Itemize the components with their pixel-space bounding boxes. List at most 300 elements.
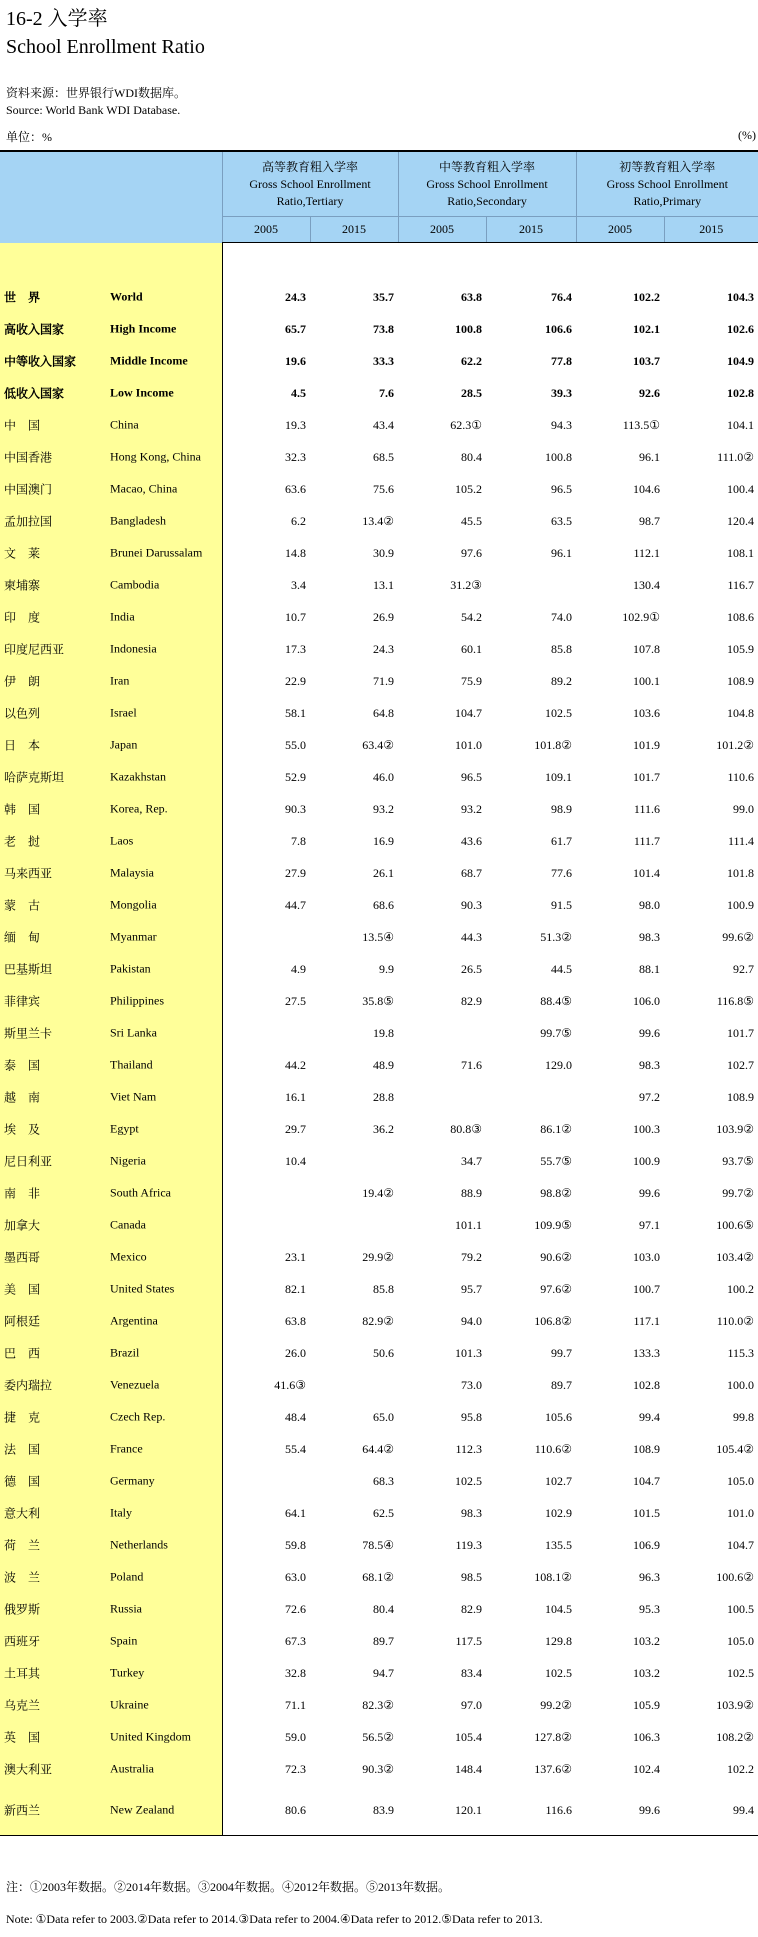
value-cell: 90.3 <box>285 801 306 816</box>
region-cell <box>0 953 222 985</box>
value-cell: 3.4 <box>291 577 306 592</box>
value-cell: 98.0 <box>639 897 661 912</box>
table-row <box>0 377 758 409</box>
value-cell: 83.4 <box>461 1665 483 1680</box>
region-name-zh: 波 兰 <box>4 1570 41 1585</box>
value-cell: 89.7 <box>373 1633 395 1648</box>
value-cell: 127.8② <box>534 1729 573 1744</box>
value-cell: 65.7 <box>285 321 306 336</box>
table-row <box>0 793 758 825</box>
value-cell: 65.0 <box>373 1409 395 1424</box>
region-cell <box>0 1401 222 1433</box>
value-cell: 101.0 <box>727 1505 755 1520</box>
secondary-header <box>398 151 576 217</box>
value-cell: 100.7 <box>633 1281 661 1296</box>
value-cell: 83.9 <box>310 1785 398 1836</box>
region-name-en: United Kingdom <box>110 1729 191 1744</box>
region-name-zh: 西班牙 <box>4 1634 41 1649</box>
year-header: 2015 <box>664 217 758 243</box>
value-cell: 101.8 <box>727 865 755 880</box>
tertiary-header <box>222 151 398 217</box>
value-cell: 101.8② <box>534 737 573 752</box>
value-cell: 34.7 <box>461 1153 483 1168</box>
value-cell: 99.7② <box>722 1185 755 1200</box>
value-cell: 28.5 <box>461 385 483 400</box>
value-cell: 102.5 <box>455 1473 483 1488</box>
value-cell: 55.0 <box>285 737 306 752</box>
table-row <box>0 729 758 761</box>
value-cell: 44.5 <box>551 961 573 976</box>
value-cell: 13.4② <box>362 513 395 528</box>
value-cell: 89.2 <box>551 673 573 688</box>
table-row <box>0 601 758 633</box>
value-cell: 88.4⑤ <box>540 993 573 1008</box>
region-name-zh: 低收入国家 <box>4 386 65 401</box>
value-cell: 100.2 <box>727 1281 755 1296</box>
value-cell: 32.8 <box>285 1665 306 1680</box>
value-cell: 115.3 <box>727 1345 755 1360</box>
value-cell: 109.1 <box>545 769 573 784</box>
value-cell: 101.4 <box>633 865 661 880</box>
value-cell: 29.9② <box>362 1249 395 1264</box>
region-cell <box>0 729 222 761</box>
value-cell: 96.1 <box>639 449 661 464</box>
table-row <box>0 1753 758 1785</box>
value-cell: 82.9② <box>362 1313 395 1328</box>
region-name-zh: 泰 国 <box>4 1058 41 1073</box>
table-row <box>0 1017 758 1049</box>
value-cell: 26.5 <box>461 961 483 976</box>
primary-header-en2: Ratio,Primary <box>633 193 702 208</box>
region-cell <box>0 441 222 473</box>
value-cell: 100.8 <box>545 449 573 464</box>
value-cell: 117.5 <box>455 1633 483 1648</box>
value-cell: 63.8 <box>461 289 483 304</box>
value-cell: 105.2 <box>455 481 483 496</box>
value-cell: 10.4 <box>285 1153 306 1168</box>
region-name-en: Spain <box>110 1633 138 1648</box>
value-cell: 98.8② <box>540 1185 573 1200</box>
table-row <box>0 1593 758 1625</box>
value-cell: 111.4 <box>727 833 755 848</box>
table-row <box>0 1401 758 1433</box>
table-row <box>0 1785 758 1836</box>
region-name-en: Pakistan <box>110 961 151 976</box>
region-name-en: Australia <box>110 1761 154 1776</box>
value-cell: 71.6 <box>461 1057 483 1072</box>
region-name-zh: 埃 及 <box>4 1122 41 1137</box>
value-cell: 63.5 <box>551 513 573 528</box>
value-cell: 104.7 <box>633 1473 661 1488</box>
value-cell: 104.7 <box>727 1537 755 1552</box>
region-name-zh: 美 国 <box>4 1282 41 1297</box>
value-cell: 104.9 <box>727 353 755 368</box>
value-cell <box>310 1369 398 1401</box>
region-name-zh: 土耳其 <box>4 1666 41 1681</box>
value-cell: 78.5④ <box>362 1537 395 1552</box>
year-header: 2005 <box>576 217 664 243</box>
region-name-zh: 柬埔寨 <box>4 578 41 593</box>
value-cell: 110.6② <box>534 1441 573 1456</box>
value-cell: 101.1 <box>455 1217 483 1232</box>
region-cell <box>0 1177 222 1209</box>
value-cell: 108.2② <box>716 1729 755 1744</box>
table-row <box>0 889 758 921</box>
value-cell: 33.3 <box>373 353 395 368</box>
region-name-en: Thailand <box>110 1057 153 1072</box>
region-name-en: Czech Rep. <box>110 1409 166 1424</box>
value-cell: 55.7⑤ <box>540 1153 573 1168</box>
value-cell: 4.5 <box>291 385 306 400</box>
region-cell <box>0 1497 222 1529</box>
region-name-zh: 加拿大 <box>4 1218 41 1233</box>
region-name-en: Poland <box>110 1569 144 1584</box>
value-cell: 93.7⑤ <box>722 1153 755 1168</box>
region-name-zh: 高收入国家 <box>4 322 65 337</box>
value-cell: 110.0② <box>716 1313 755 1328</box>
region-name-zh: 日 本 <box>4 738 41 753</box>
value-cell: 16.9 <box>373 833 395 848</box>
value-cell: 98.3 <box>639 929 661 944</box>
value-cell: 86.1② <box>540 1121 573 1136</box>
value-cell: 104.1 <box>727 417 755 432</box>
value-cell: 68.3 <box>373 1473 395 1488</box>
value-cell: 103.9② <box>716 1697 755 1712</box>
value-cell: 98.3 <box>639 1057 661 1072</box>
value-cell: 93.2 <box>461 801 483 816</box>
region-name-zh: 韩 国 <box>4 802 41 817</box>
value-cell: 104.5 <box>545 1601 573 1616</box>
value-cell: 129.8 <box>545 1633 573 1648</box>
region-cell <box>0 473 222 505</box>
region-name-en: Low Income <box>110 385 174 400</box>
value-cell: 99.6② <box>722 929 755 944</box>
value-cell: 112.3 <box>455 1441 483 1456</box>
region-name-en: High Income <box>110 321 177 336</box>
unit-label-right: (%) <box>738 128 756 142</box>
value-cell: 98.5 <box>461 1569 483 1584</box>
value-cell: 100.4 <box>727 481 755 496</box>
region-cell <box>0 1433 222 1465</box>
value-cell: 104.3 <box>727 289 755 304</box>
region-name-en: Brazil <box>110 1345 140 1360</box>
value-cell: 100.0 <box>727 1377 755 1392</box>
region-cell <box>0 633 222 665</box>
region-name-zh: 老 挝 <box>4 834 41 849</box>
table-row <box>0 857 758 889</box>
value-cell: 129.0 <box>545 1057 573 1072</box>
secondary-header-en2: Ratio,Secondary <box>447 193 527 208</box>
footnote-zh: 注：①2003年数据。②2014年数据。③2004年数据。④2012年数据。⑤2013年数据。 <box>6 1880 451 1894</box>
region-name-zh: 中 国 <box>4 418 41 433</box>
value-cell: 80.4 <box>373 1601 395 1616</box>
value-cell <box>222 1177 310 1209</box>
region-name-zh: 中国香港 <box>4 450 53 465</box>
value-cell: 104.7 <box>455 705 483 720</box>
region-cell <box>0 1241 222 1273</box>
value-cell: 16.1 <box>285 1089 306 1104</box>
value-cell: 73.8 <box>373 321 395 336</box>
value-cell: 106.3 <box>633 1729 661 1744</box>
region-name-zh: 澳大利亚 <box>4 1762 53 1777</box>
value-cell: 26.1 <box>373 865 395 880</box>
region-name-en: Venezuela <box>110 1377 160 1392</box>
region-cell <box>0 1465 222 1497</box>
value-cell: 106.8② <box>534 1313 573 1328</box>
value-cell: 13.5④ <box>362 929 395 944</box>
enrollment-table <box>0 150 758 1836</box>
table-row <box>0 1625 758 1657</box>
region-cell <box>0 1753 222 1785</box>
value-cell: 99.4 <box>664 1785 758 1836</box>
table-row <box>0 1465 758 1497</box>
value-cell: 103.2 <box>633 1665 661 1680</box>
spacer-cell <box>486 243 576 282</box>
value-cell: 43.6 <box>461 833 483 848</box>
region-cell <box>0 505 222 537</box>
region-cell <box>0 281 222 313</box>
value-cell: 107.8 <box>633 641 661 656</box>
value-cell: 31.2③ <box>450 577 483 592</box>
region-name-zh: 意大利 <box>4 1506 41 1521</box>
region-name-en: Turkey <box>110 1665 145 1680</box>
region-cell <box>0 1369 222 1401</box>
value-cell: 97.6 <box>461 545 483 560</box>
value-cell: 19.3 <box>285 417 306 432</box>
value-cell: 117.1 <box>633 1313 661 1328</box>
region-name-en: Brunei Darussalam <box>110 545 203 560</box>
region-cell <box>0 1017 222 1049</box>
region-name-en: China <box>110 417 139 432</box>
value-cell: 80.8③ <box>450 1121 483 1136</box>
region-name-zh: 捷 克 <box>4 1410 41 1425</box>
region-cell <box>0 1113 222 1145</box>
value-cell: 95.7 <box>461 1281 483 1296</box>
region-cell <box>0 1785 222 1836</box>
value-cell: 91.5 <box>551 897 573 912</box>
source-zh: 资料来源：世界银行WDI数据库。 <box>6 86 186 100</box>
value-cell: 28.8 <box>373 1089 395 1104</box>
value-cell: 100.9 <box>633 1153 661 1168</box>
value-cell: 101.5 <box>633 1505 661 1520</box>
table-row <box>0 1113 758 1145</box>
value-cell: 51.3② <box>540 929 573 944</box>
region-cell <box>0 537 222 569</box>
region-name-en: Philippines <box>110 993 165 1008</box>
value-cell: 102.5 <box>545 1665 573 1680</box>
value-cell: 48.4 <box>285 1409 306 1424</box>
value-cell: 26.0 <box>285 1345 306 1360</box>
value-cell <box>222 1017 310 1049</box>
primary-header <box>576 151 758 217</box>
value-cell: 85.8 <box>373 1281 395 1296</box>
value-cell: 111.7 <box>633 833 661 848</box>
value-cell: 99.0 <box>733 801 755 816</box>
region-name-en: United States <box>110 1281 175 1296</box>
value-cell: 19.8 <box>373 1025 395 1040</box>
region-cell <box>0 825 222 857</box>
value-cell: 59.8 <box>285 1537 306 1552</box>
region-name-en: Mongolia <box>110 897 157 912</box>
table-body <box>0 243 758 1836</box>
value-cell: 101.7 <box>633 769 661 784</box>
value-cell: 116.6 <box>486 1785 576 1836</box>
region-name-en: Nigeria <box>110 1153 146 1168</box>
region-name-en: Israel <box>110 705 137 720</box>
value-cell: 58.1 <box>285 705 306 720</box>
value-cell: 6.2 <box>291 513 306 528</box>
spacer-cell <box>310 243 398 282</box>
region-name-zh: 文 莱 <box>4 546 41 561</box>
table-row <box>0 1305 758 1337</box>
value-cell: 104.6 <box>633 481 661 496</box>
table-row <box>0 537 758 569</box>
region-name-zh: 以色列 <box>4 706 41 721</box>
region-name-en: Cambodia <box>110 577 160 592</box>
value-cell: 108.9 <box>727 673 755 688</box>
region-cell <box>0 857 222 889</box>
value-cell: 19.4② <box>362 1185 395 1200</box>
region-cell <box>0 761 222 793</box>
region-name-zh: 尼日利亚 <box>4 1154 53 1169</box>
value-cell: 97.1 <box>639 1217 661 1232</box>
value-cell <box>222 1209 310 1241</box>
value-cell: 102.2 <box>633 289 661 304</box>
year-header: 2015 <box>486 217 576 243</box>
region-name-en: Italy <box>110 1505 132 1520</box>
source-en: Source: World Bank WDI Database. <box>6 103 181 117</box>
value-cell: 98.3 <box>461 1505 483 1520</box>
value-cell: 106.6 <box>545 321 573 336</box>
value-cell: 92.6 <box>639 385 661 400</box>
region-cell <box>0 1081 222 1113</box>
value-cell: 30.9 <box>373 545 395 560</box>
value-cell: 101.9 <box>633 737 661 752</box>
value-cell: 24.3 <box>373 641 395 656</box>
value-cell: 105.9 <box>727 641 755 656</box>
value-cell: 105.4② <box>716 1441 755 1456</box>
value-cell: 135.5 <box>545 1537 573 1552</box>
region-name-zh: 孟加拉国 <box>4 514 53 529</box>
value-cell: 92.7 <box>733 961 755 976</box>
value-cell: 43.4 <box>373 417 395 432</box>
value-cell: 101.7 <box>727 1025 755 1040</box>
unit-label: 单位：% <box>6 130 52 144</box>
value-cell: 75.6 <box>373 481 395 496</box>
region-cell <box>0 345 222 377</box>
region-name-en: Netherlands <box>110 1537 168 1552</box>
value-cell: 99.6 <box>576 1785 664 1836</box>
table-row <box>0 1529 758 1561</box>
value-cell: 45.5 <box>461 513 483 528</box>
value-cell: 71.9 <box>373 673 395 688</box>
table-row <box>0 1369 758 1401</box>
region-cell <box>0 1209 222 1241</box>
spacer-cell <box>664 243 758 282</box>
region-cell <box>0 1145 222 1177</box>
value-cell: 55.4 <box>285 1441 306 1456</box>
region-name-zh: 俄罗斯 <box>4 1602 41 1617</box>
region-cell <box>0 697 222 729</box>
value-cell: 96.5 <box>461 769 483 784</box>
region-cell <box>0 1305 222 1337</box>
value-cell: 88.1 <box>639 961 661 976</box>
value-cell: 116.7 <box>727 577 755 592</box>
region-name-en: Germany <box>110 1473 155 1488</box>
region-name-zh: 斯里兰卡 <box>4 1026 53 1041</box>
region-name-zh: 英 国 <box>4 1730 41 1745</box>
table-row <box>0 985 758 1017</box>
region-name-zh: 缅 甸 <box>4 930 41 945</box>
region-name-en: World <box>110 289 143 304</box>
region-name-en: South Africa <box>110 1185 171 1200</box>
value-cell: 130.4 <box>633 577 661 592</box>
value-cell: 48.9 <box>373 1057 395 1072</box>
primary-header-zh: 初等教育粗入学率 <box>619 159 716 174</box>
value-cell: 7.8 <box>291 833 306 848</box>
value-cell: 133.3 <box>633 1345 661 1360</box>
footnote-en: Note: ①Data refer to 2003.②Data refer to 2014.③Data refer to 2004.④Data refer to 2012.⑤Data refer to 2013. <box>6 1912 543 1926</box>
value-cell: 7.6 <box>379 385 395 400</box>
region-cell <box>0 1625 222 1657</box>
value-cell: 79.2 <box>461 1249 483 1264</box>
value-cell: 63.6 <box>285 481 306 496</box>
value-cell: 103.9② <box>716 1121 755 1136</box>
value-cell: 32.3 <box>285 449 306 464</box>
value-cell: 85.8 <box>551 641 573 656</box>
value-cell: 93.2 <box>373 801 395 816</box>
value-cell: 82.9 <box>461 993 483 1008</box>
value-cell: 100.6② <box>716 1569 755 1584</box>
region-cell <box>0 1273 222 1305</box>
value-cell: 13.1 <box>373 577 395 592</box>
region-name-en: France <box>110 1441 143 1456</box>
value-cell: 50.6 <box>373 1345 395 1360</box>
table-row <box>0 345 758 377</box>
value-cell: 35.7 <box>373 289 395 304</box>
region-cell <box>0 409 222 441</box>
region-cell <box>0 1721 222 1753</box>
value-cell: 99.8 <box>733 1409 755 1424</box>
value-cell: 89.7 <box>551 1377 573 1392</box>
value-cell: 105.6 <box>545 1409 573 1424</box>
value-cell: 39.3 <box>551 385 573 400</box>
value-cell: 111.0② <box>717 449 755 464</box>
tertiary-header-zh: 高等教育粗入学率 <box>262 159 359 174</box>
primary-header-en1: Gross School Enrollment <box>606 176 728 191</box>
value-cell: 77.6 <box>551 865 573 880</box>
region-cell <box>0 1529 222 1561</box>
region-cell <box>0 921 222 953</box>
value-cell: 27.5 <box>285 993 306 1008</box>
value-cell: 72.3 <box>285 1761 306 1776</box>
region-name-en: Bangladesh <box>110 513 166 528</box>
region-cell <box>0 313 222 345</box>
value-cell: 88.9 <box>461 1185 483 1200</box>
region-name-en: Ukraine <box>110 1697 149 1712</box>
value-cell: 52.9 <box>285 769 306 784</box>
value-cell: 67.3 <box>285 1633 306 1648</box>
region-name-en: Egypt <box>110 1121 139 1136</box>
value-cell: 62.2 <box>461 353 483 368</box>
table-row <box>0 953 758 985</box>
value-cell: 120.4 <box>727 513 755 528</box>
table-row <box>0 1433 758 1465</box>
table-row <box>0 473 758 505</box>
value-cell <box>486 1081 576 1113</box>
value-cell: 102.6 <box>727 321 755 336</box>
value-cell: 137.6② <box>534 1761 573 1776</box>
